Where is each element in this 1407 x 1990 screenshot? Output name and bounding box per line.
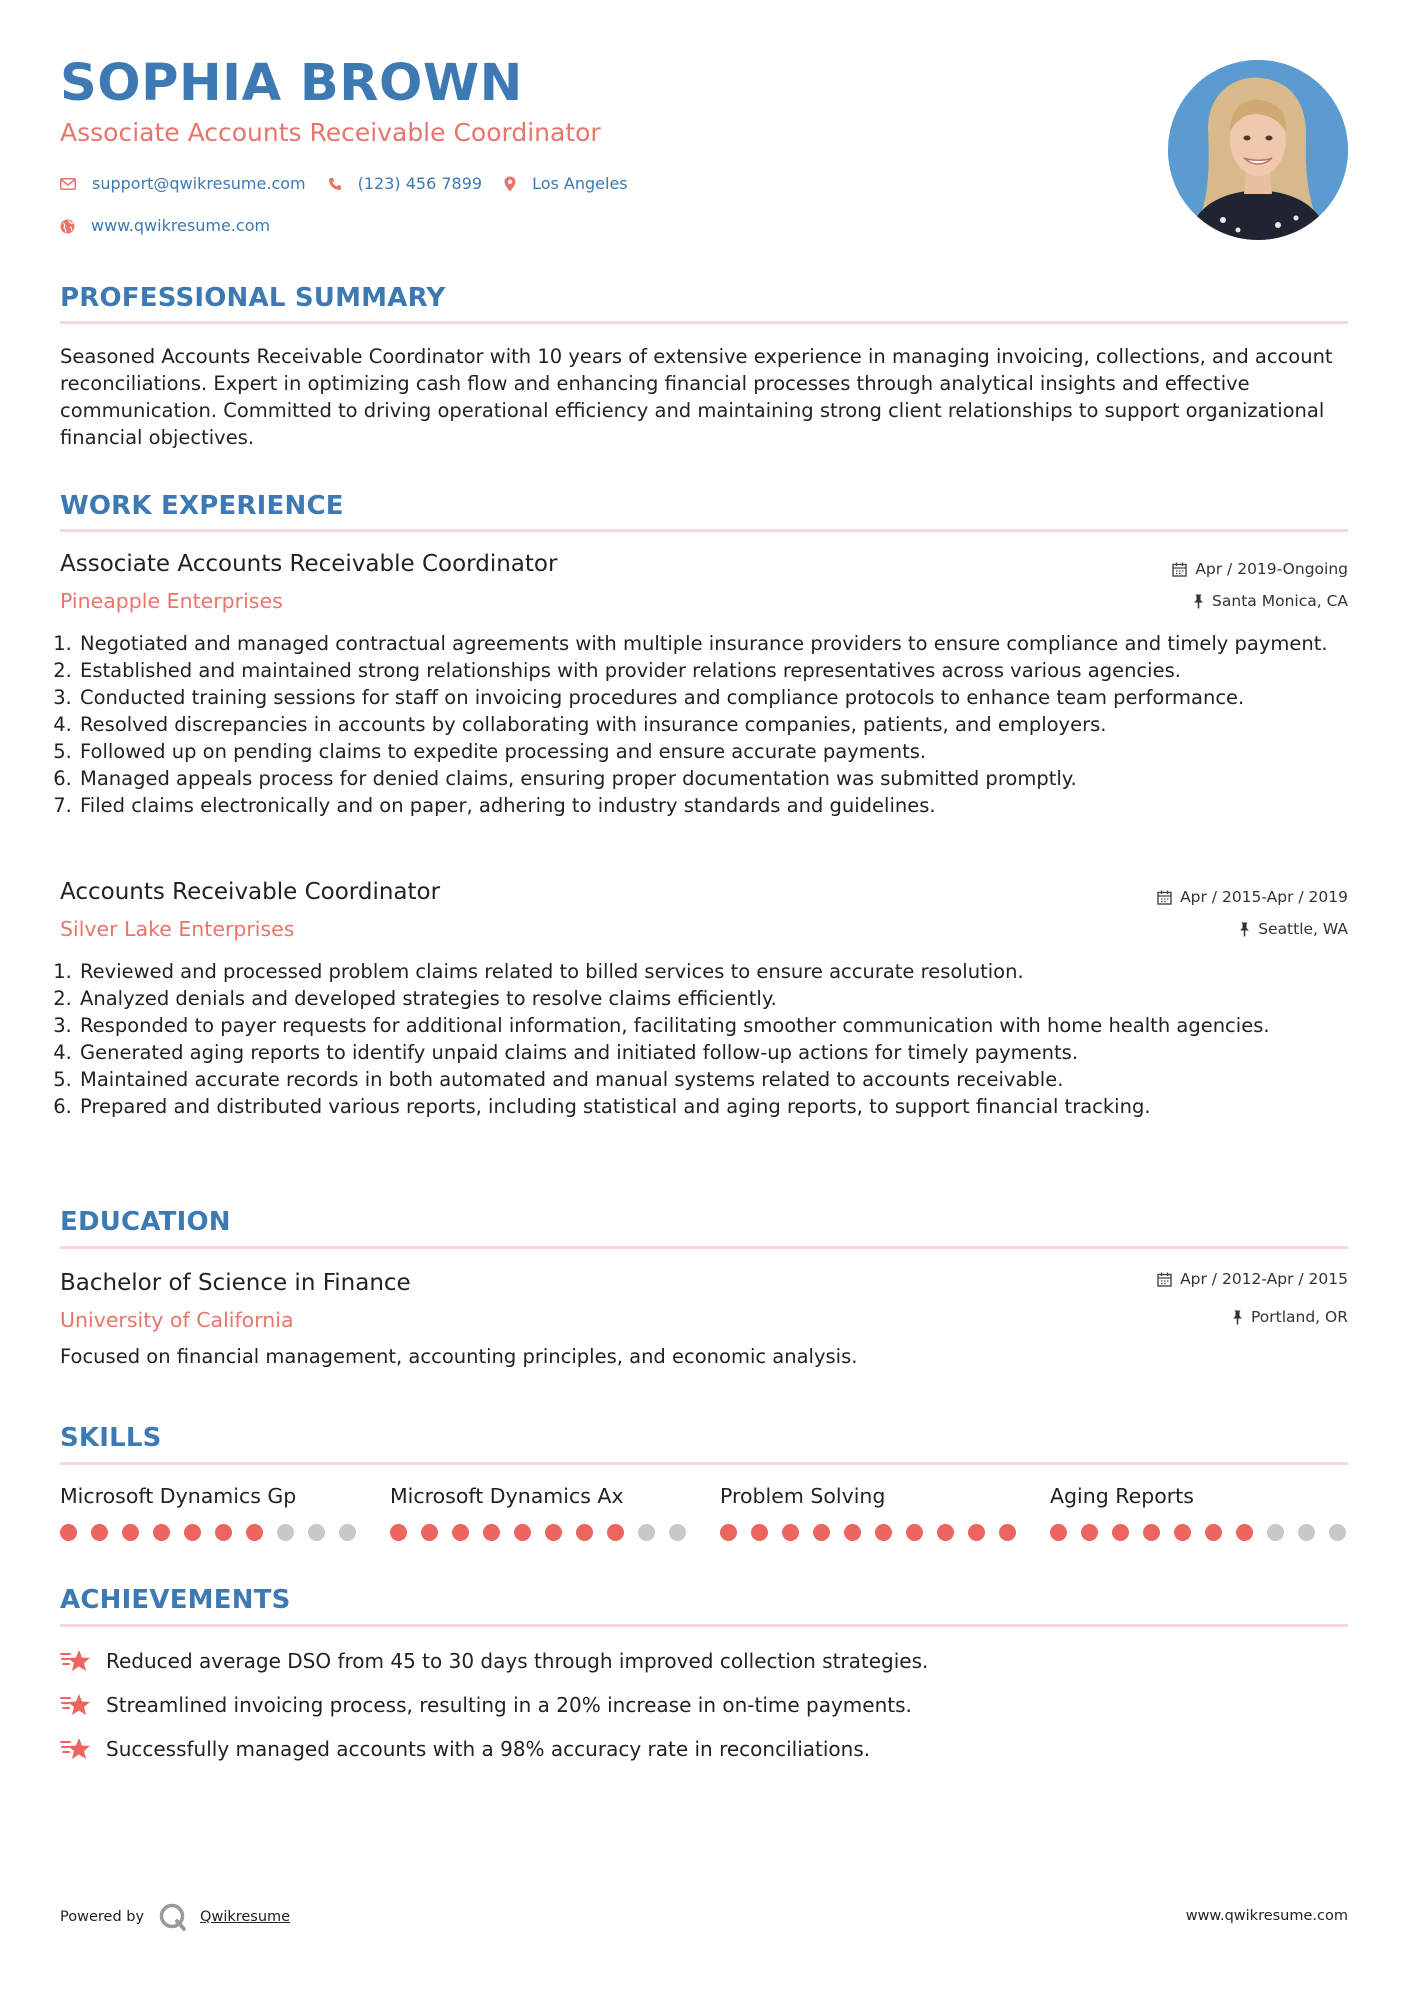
list-item: 5. Maintained accurate records in both automated and manual systems related to accounts receivable. (78, 1066, 1368, 1093)
list-item: 6. Managed appeals process for denied claims, ensuring proper documentation was submitted promptly. (78, 765, 1368, 792)
rating-dot-empty (339, 1524, 356, 1541)
list-item: 1. Reviewed and processed problem claims related to billed services to ensure accurate resolution. (78, 958, 1368, 985)
list-item: 3. Responded to payer requests for additional information, facilitating smoother communication with home health agencies. (78, 1012, 1368, 1039)
achievement-item (60, 1736, 870, 1762)
rating-dot-filled (875, 1524, 892, 1541)
list-item: 2. Established and maintained strong relationships with provider relations representatives across various agencies. (78, 657, 1368, 684)
rating-dot-filled (60, 1524, 77, 1541)
candidate-title: Associate Accounts Receivable Coordinator (60, 118, 601, 147)
job-1-bullets (60, 630, 1368, 819)
experience-heading: WORK EXPERIENCE (60, 491, 344, 521)
skill-item (720, 1486, 1030, 1541)
map-pin-icon (504, 176, 516, 192)
skill-rating (720, 1524, 1030, 1541)
summary-text: Seasoned Accounts Receivable Coordinator with 10 years of extensive experience in managing invoicing, collections, and account reconciliations. Expert in optimizing cash flow and enhancing financial processes through analytical insights and effective communication. Committed to driving operational efficiency and maintaining strong client relationships to support organizational financial objectives. (60, 345, 1333, 449)
rating-dot-filled (91, 1524, 108, 1541)
calendar-icon (1172, 562, 1187, 577)
phone-icon (328, 177, 342, 191)
job-2-location (1239, 922, 1348, 938)
powered-by-label: Powered by (60, 1909, 145, 1925)
rating-dot-empty (669, 1524, 686, 1541)
job-2-dates-text: Apr / 2015-Apr / 2019 (1180, 888, 1348, 906)
achievement-text: Successfully managed accounts with a 98% accuracy rate in reconciliations. (106, 1737, 871, 1761)
rating-dot-filled (1236, 1524, 1253, 1541)
rating-dot-empty (1267, 1524, 1284, 1541)
list-item: 1. Negotiated and managed contractual agreements with multiple insurance providers to ensure compliance and timely payment. (78, 630, 1368, 657)
rating-dot-filled (421, 1524, 438, 1541)
rating-dot-filled (483, 1524, 500, 1541)
education-divider (60, 1246, 1348, 1249)
skills-heading: SKILLS (60, 1423, 162, 1453)
skill-item (390, 1486, 700, 1541)
summary-heading: PROFESSIONAL SUMMARY (60, 283, 446, 313)
website-row (60, 218, 292, 234)
rating-dot-filled (844, 1524, 861, 1541)
skills-divider (60, 1462, 1348, 1465)
star-icon (60, 1736, 92, 1762)
job-1-dates (1172, 562, 1348, 578)
pushpin-icon (1239, 922, 1250, 937)
job-1-location-text: Santa Monica, CA (1212, 592, 1348, 610)
job-2-bullets (60, 958, 1368, 1120)
degree-title: Bachelor of Science in Finance (60, 1270, 411, 1296)
education-heading: EDUCATION (60, 1207, 231, 1237)
rating-dot-filled (514, 1524, 531, 1541)
candidate-name: SOPHIA BROWN (60, 54, 523, 113)
qwikresume-link[interactable]: Qwikresume (200, 1909, 291, 1925)
list-item: 7. Filed claims electronically and on paper, adhering to industry standards and guidelines. (78, 792, 1368, 819)
skill-name: Aging Reports (1050, 1484, 1194, 1508)
education-description: Focused on financial management, accounting principles, and economic analysis. (60, 1345, 858, 1368)
rating-dot-filled (1205, 1524, 1222, 1541)
location-text: Los Angeles (532, 174, 628, 193)
website-text: www.qwikresume.com (91, 216, 271, 235)
job-1-company: Pineapple Enterprises (60, 589, 283, 613)
footer-website[interactable]: www.qwikresume.com (1185, 1908, 1348, 1924)
rating-dot-empty (308, 1524, 325, 1541)
skill-rating (390, 1524, 700, 1541)
job-1-location (1193, 594, 1348, 610)
rating-dot-filled (607, 1524, 624, 1541)
skill-item (1050, 1486, 1360, 1541)
list-item: 2. Analyzed denials and developed strategies to resolve claims efficiently. (78, 985, 1368, 1012)
qwikresume-logo-icon (158, 1902, 188, 1932)
rating-dot-filled (813, 1524, 830, 1541)
skill-item (60, 1486, 370, 1541)
rating-dot-filled (1050, 1524, 1067, 1541)
skill-name: Problem Solving (720, 1484, 886, 1508)
achievements-heading: ACHIEVEMENTS (60, 1585, 291, 1615)
rating-dot-filled (1143, 1524, 1160, 1541)
experience-divider (60, 529, 1348, 532)
profile-photo (1168, 60, 1348, 240)
summary-divider (60, 321, 1348, 324)
list-item: 4. Generated aging reports to identify unpaid claims and initiated follow-up actions for timely payments. (78, 1039, 1368, 1066)
list-item: 6. Prepared and distributed various reports, including statistical and aging reports, to support financial tracking. (78, 1093, 1368, 1120)
education-location-text: Portland, OR (1250, 1308, 1348, 1326)
star-icon (60, 1692, 92, 1718)
list-item: 5. Followed up on pending claims to expedite processing and ensure accurate payments. (78, 738, 1368, 765)
contact-email[interactable] (60, 176, 306, 192)
rating-dot-filled (906, 1524, 923, 1541)
skill-rating (60, 1524, 370, 1541)
rating-dot-filled (999, 1524, 1016, 1541)
rating-dot-filled (782, 1524, 799, 1541)
rating-dot-filled (1081, 1524, 1098, 1541)
list-item: 3. Conducted training sessions for staff on invoicing procedures and compliance protocols to enhance team performance. (78, 684, 1368, 711)
star-icon (60, 1648, 92, 1674)
phone-text: (123) 456 7899 (357, 174, 483, 193)
rating-dot-filled (1174, 1524, 1191, 1541)
email-text: support@qwikresume.com (92, 174, 306, 193)
rating-dot-filled (390, 1524, 407, 1541)
rating-dot-filled (937, 1524, 954, 1541)
achievement-item (60, 1692, 912, 1718)
pushpin-icon (1193, 594, 1204, 609)
job-1-dates-text: Apr / 2019-Ongoing (1195, 560, 1348, 578)
achievement-text: Reduced average DSO from 45 to 30 days through improved collection strategies. (106, 1649, 929, 1673)
achievement-item (60, 1648, 928, 1674)
job-2-location-text: Seattle, WA (1258, 920, 1348, 938)
rating-dot-empty (1329, 1524, 1346, 1541)
rating-dot-filled (452, 1524, 469, 1541)
job-1-title: Associate Accounts Receivable Coordinator (60, 551, 558, 577)
job-2-dates (1157, 890, 1348, 906)
achievement-text: Streamlined invoicing process, resulting in a 20% increase in on-time payments. (106, 1693, 912, 1717)
skill-name: Microsoft Dynamics Ax (390, 1484, 624, 1508)
rating-dot-filled (968, 1524, 985, 1541)
globe-icon (60, 219, 75, 234)
education-dates (1157, 1272, 1348, 1288)
achievements-divider (60, 1624, 1348, 1627)
rating-dot-filled (545, 1524, 562, 1541)
job-2-title: Accounts Receivable Coordinator (60, 879, 441, 905)
rating-dot-filled (153, 1524, 170, 1541)
rating-dot-empty (1298, 1524, 1315, 1541)
calendar-icon (1157, 1272, 1172, 1287)
education-location (1232, 1310, 1348, 1326)
profile-photo-avatar (1168, 60, 1348, 240)
pushpin-icon (1232, 1310, 1243, 1325)
rating-dot-filled (215, 1524, 232, 1541)
contact-website[interactable] (60, 218, 270, 234)
rating-dot-filled (184, 1524, 201, 1541)
rating-dot-filled (576, 1524, 593, 1541)
rating-dot-filled (246, 1524, 263, 1541)
skill-rating (1050, 1524, 1360, 1541)
job-2-company: Silver Lake Enterprises (60, 917, 295, 941)
footer-powered-by (60, 1902, 290, 1932)
school-name: University of California (60, 1308, 294, 1332)
rating-dot-filled (751, 1524, 768, 1541)
rating-dot-empty (638, 1524, 655, 1541)
contact-phone[interactable] (328, 176, 482, 192)
rating-dot-filled (720, 1524, 737, 1541)
rating-dot-filled (122, 1524, 139, 1541)
rating-dot-filled (1112, 1524, 1129, 1541)
list-item: 4. Resolved discrepancies in accounts by collaborating with insurance companies, patients, and employers. (78, 711, 1368, 738)
contact-location (504, 176, 628, 192)
contact-row (60, 176, 650, 192)
rating-dot-empty (277, 1524, 294, 1541)
education-dates-text: Apr / 2012-Apr / 2015 (1180, 1270, 1348, 1288)
envelope-icon (60, 178, 76, 190)
skill-name: Microsoft Dynamics Gp (60, 1484, 297, 1508)
calendar-icon (1157, 890, 1172, 905)
